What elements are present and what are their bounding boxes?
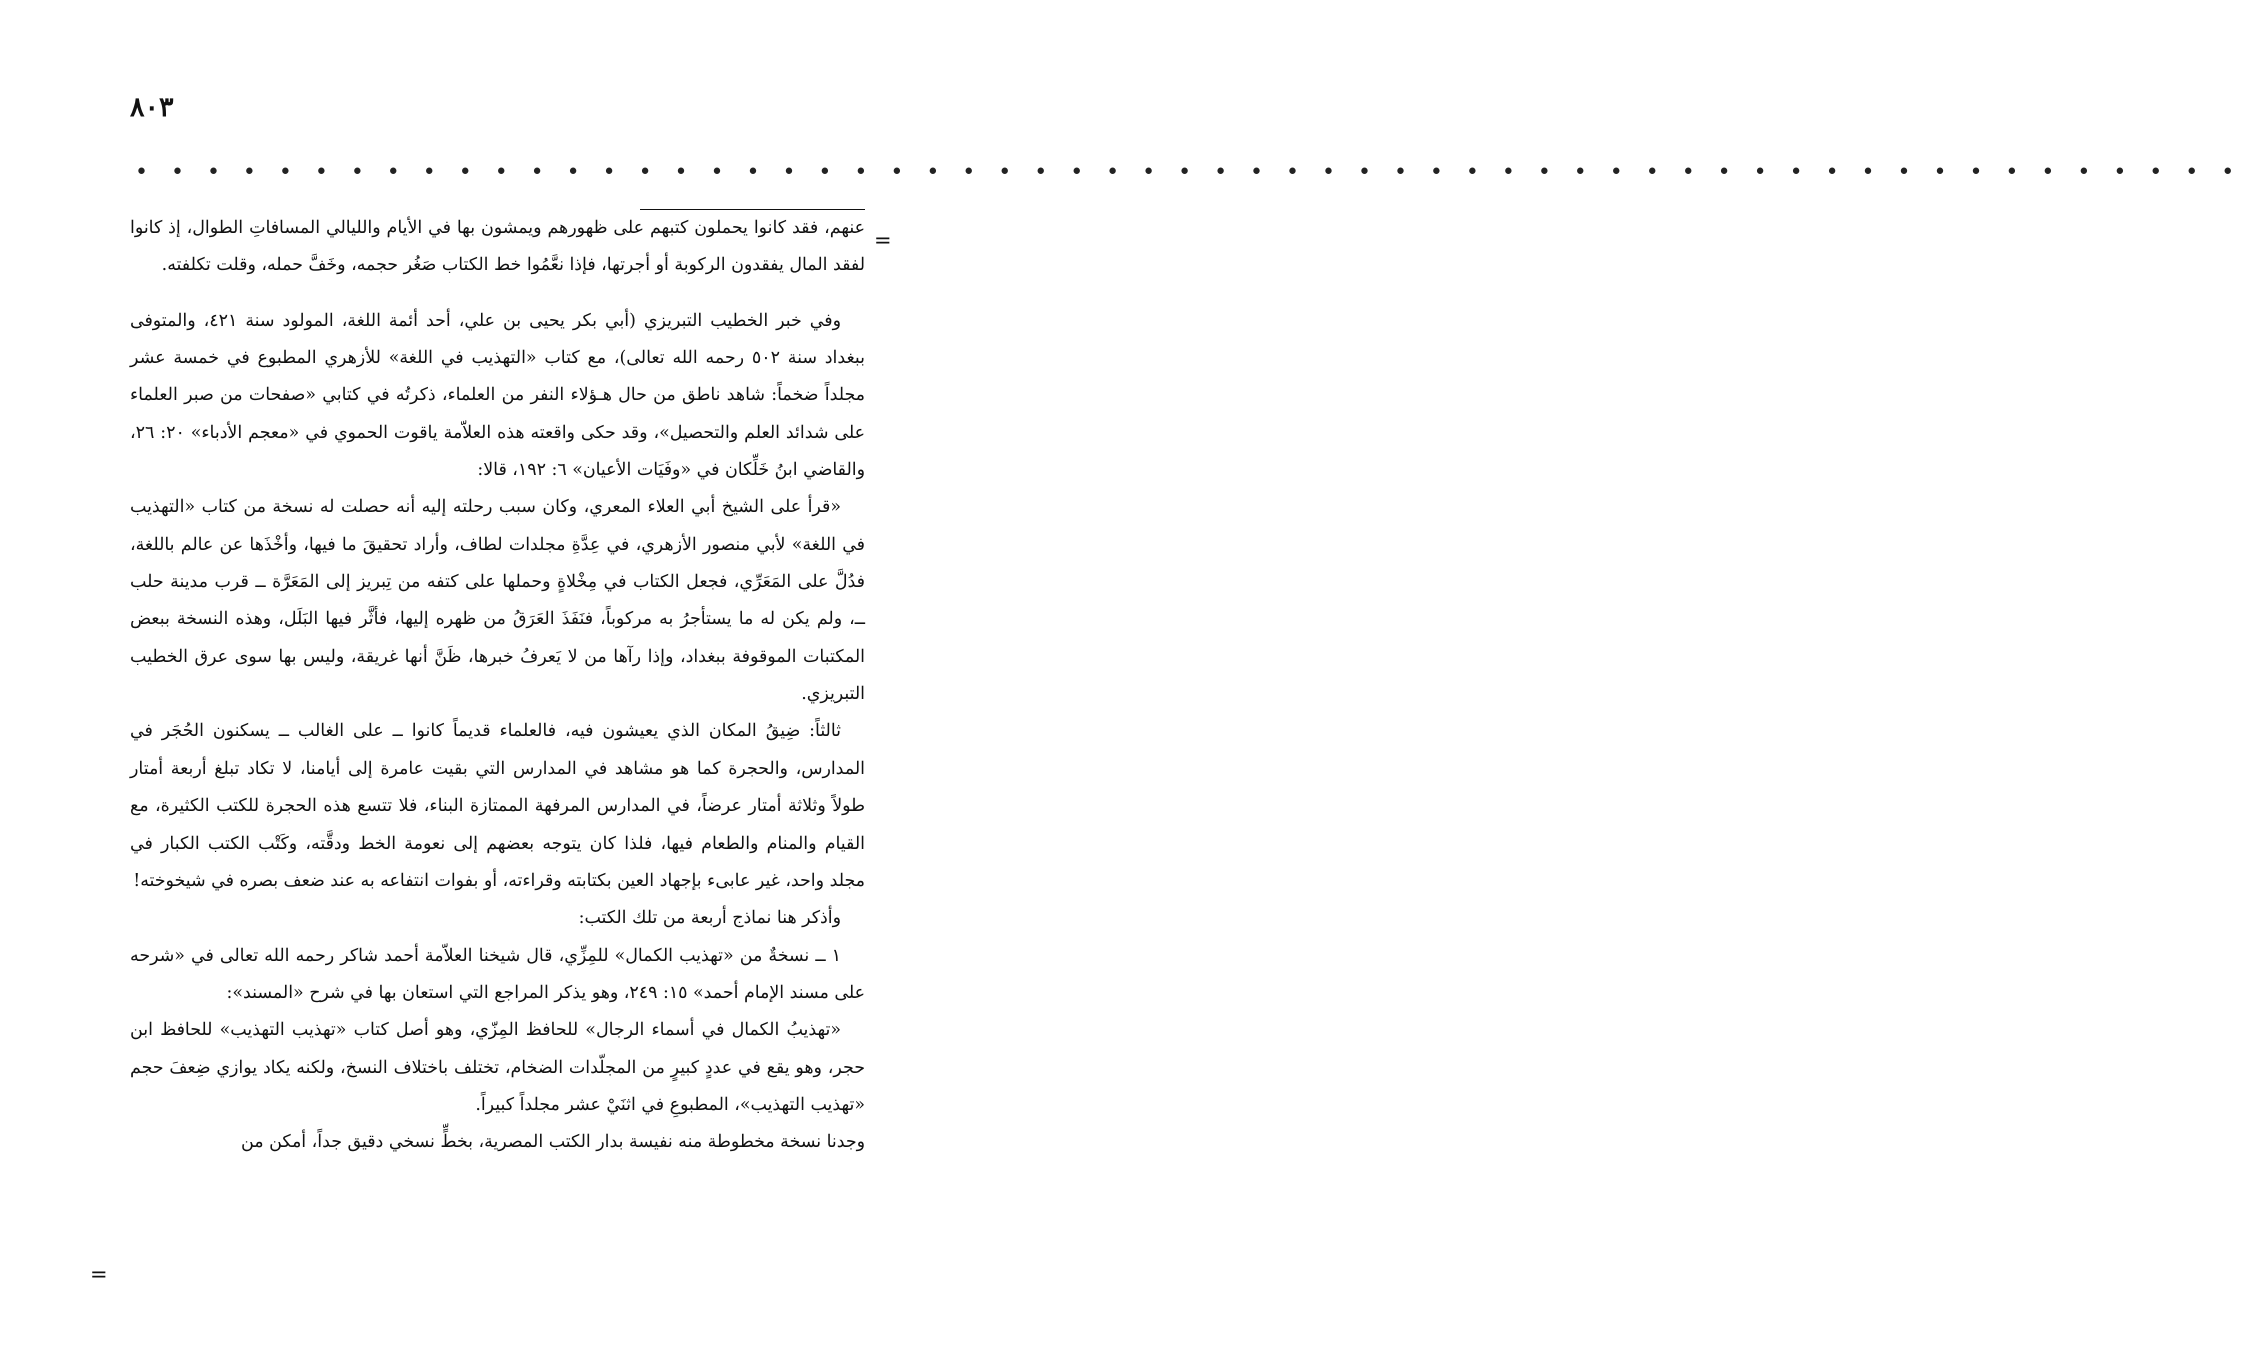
paragraph: ١ ــ نسخةٌ من «تهذيب الكمال» للمِزِّي، قال شيخنا العلاّمة أحمد شاكر رحمه الله تعالى في «شرحه على مسند الإمام أحمد» ١٥: ٢٤٩، وهو يذكر المراجع التي استعان بها في شرح «المسند»:	[130, 945, 865, 1003]
page-number: ٨٠٣	[130, 92, 174, 123]
paragraph: ثالثاً: ضِيقُ المكان الذي يعيشون فيه، فالعلماء قديماً كانوا ــ على الغالب ــ يسكنون الحُجَر في المدارس، والحجرة كما هو مشاهد في المدارس التي بقيت عامرة إلى أيامنا، لا تكاد تبلغ أربعة أمتار طولاً وثلاثة أمتار عرضاً، في المدارس المرفهة الممتازة البناء، فلا تتسع هذه الحجرة للكتب الكثيرة، مع القيام والمنام والطعام فيها، فلذا كان يتوجه بعضهم إلى نعومة الخط ودقَّته، وكَتْب الكتب الكبار في مجلد واحد، غير عابىء بإجهاد العين بكتابته وقراءته، أو بفوات انتفاعه به عند ضعف بصره في شيخوخته!	[130, 721, 865, 891]
paragraph: «تهذيبُ الكمال في أسماء الرجال» للحافظ المِزّي، وهو أصل كتاب «تهذيب التهذيب» للحافظ ابن حجر، وهو يقع في عددٍ كبيرٍ من المجلّدات الضخام، تختلف باختلاف النسخ، ولكنه يكاد يوازي ضِعفَ حجم «تهذيب التهذيب»، المطبوعِ في اثنَيْ عشر مجلداً كبيراً.	[130, 1020, 865, 1115]
paragraph: عنهم، فقد كانوا يحملون كتبهم على ظهورهم ويمشون بها في الأيام والليالي المسافاتِ الطوال، إذ كانوا لفقد المال يفقدون الركوبة أو أجرتها، فإذا نعَّمُوا خط الكتاب صَغُر حجمه، وخَفَّ حمله، وقلت تكلفته.	[130, 218, 865, 276]
continuation-mark-top: =	[874, 228, 892, 252]
continuation-mark-bottom: =	[90, 1262, 108, 1286]
paragraph: وأذكر هنا نماذج أربعة من تلك الكتب:	[578, 908, 841, 929]
paragraph: وفي خبر الخطيب التبريزي (أبي بكر يحيى بن علي، أحد أئمة اللغة، المولود سنة ٤٢١، والمتوفى ببغداد سنة ٥٠٢ رحمه الله تعالى)، مع كتاب «التهذيب في اللغة» للأزهري المطبوع في خمسة عشر مجلداً ضخماً: شاهد ناطق من حال هـؤلاء النفر من العلماء، ذكرتُه في كتابي «صفحات من صبر العلماء على شدائد العلم والتحصيل»، وقد حكى واقعته هذه العلاّمة ياقوت الحموي في «معجم الأدباء» ٢٠: ٢٦، والقاضي ابنُ خَلِّكان في «وفَيَات الأعيان» ٦: ١٩٢، قالا:	[130, 310, 865, 481]
separator-dots: • • • • • • • • • • • • • • • • • • • • • • • • • • • • • • • • • • • • • • • • • • • • • • • • • • • • • • • • • • •	[135, 160, 2242, 185]
paragraph: وجدنا نسخة مخطوطة منه نفيسة بدار الكتب المصرية، بخطٍّ نسخي دقيق جداً، أمكن من	[241, 1132, 865, 1153]
paragraph: «قرأ على الشيخ أبي العلاء المعري، وكان سبب رحلته إليه أنه حصلت له نسخة من كتاب «التهذيب في اللغة» لأبي منصور الأزهري، في عِدَّةِ مجلدات لطاف، وأراد تحقيقَ ما فيها، وأخْذَها عن عالم باللغة، فدُلَّ على المَعَرِّي، فجعل الكتاب في مِخْلاةٍ وحملها على كتفه من تِبريز إلى المَعَرَّة ــ قرب مدينة حلب ــ، ولم يكن له ما يستأجرُ به مركوباً، فنَفَذَ العَرَقُ من ظهره إليها، فأثَّر فيها البَلَل، وهذه النسخة ببعض المكتبات الموقوفة ببغداد، وإذا رآها من لا يَعرفُ خبرها، ظَنَّ أنها غريقة، وليس بها سوى عرق الخطيب التبريزي.	[130, 497, 865, 705]
body-text	[130, 210, 865, 1162]
